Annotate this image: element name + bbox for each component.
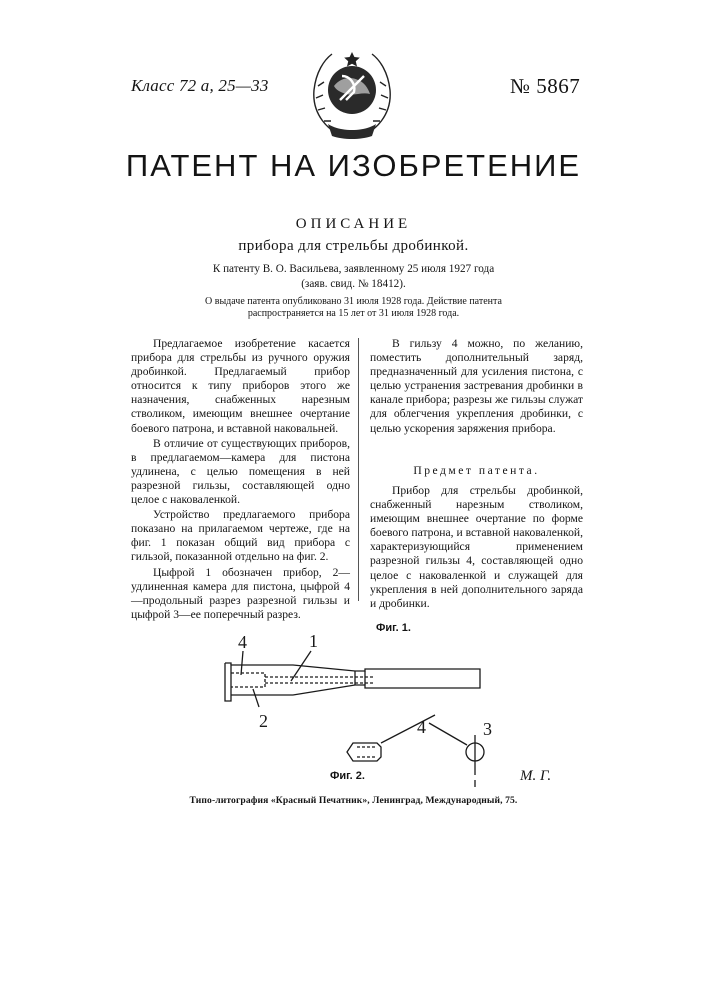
claim-heading: Предмет патента. xyxy=(413,464,540,477)
paragraph: В гильзу 4 можно, по желанию, поместить дополнительный заряд, предназначенный для усиления пистона, с целью устранения застревания дробинки в канале прибора; разрезы же гильзы служат для облегчения укрепления дробинки, с целью ускорения заряжения прибора. xyxy=(370,337,583,435)
invention-subject: прибора для стрельбы дробинкой. xyxy=(238,238,469,254)
publication-line-1: О выдаче патента опубликовано 31 июля 1928 года. Действие патента xyxy=(205,296,502,307)
paragraph: Прибор для стрельбы дробинкой, снабженный нарезным стволиком, имеющим внешнее очертание по форме боевого патрона, и вставной наковаленкой, характеризующийся применением разрезной гильзы 4, составляющей одно целое с наковаленкой и служащей для укрепления в ней дополнительного заряда и дробинки. xyxy=(370,484,583,610)
description-right-column xyxy=(370,337,583,436)
application-number-line: (заяв. свид. № 18412). xyxy=(301,278,406,290)
callout-label: 4 xyxy=(417,717,426,737)
callout-label: 1 xyxy=(309,631,318,651)
author-initials: М. Г. xyxy=(520,768,552,784)
callout-label: 3 xyxy=(483,719,492,739)
claim-text xyxy=(370,484,583,611)
publication-line-2: распространяется на 15 лет от 31 июля 1928 года. xyxy=(247,308,460,319)
ussr-emblem-icon xyxy=(306,46,398,142)
figure-2-label: Фиг. 2. xyxy=(330,770,365,782)
paragraph: В отличие от существующих приборов, в предлагаемом—камера для пистона удлинена, с целью помещения в ней разрезной гильзы, составляющей одно целое с наковаленкой. xyxy=(131,436,350,507)
patent-holder-line: К патенту В. О. Васильева, заявленному 25 июля 1927 года xyxy=(212,263,495,275)
patent-class: Класс 72 а, 25—33 xyxy=(131,76,269,95)
figure-1-label: Фиг. 1. xyxy=(376,622,411,634)
description-left-column xyxy=(131,337,350,622)
page-title: ПАТЕНТ НА ИЗОБРЕТЕНИЕ xyxy=(125,148,582,183)
section-heading: ОПИСАНИЕ xyxy=(295,216,412,232)
printer-imprint: Типо-литография «Красный Печатник», Ленинград, Международный, 75. xyxy=(189,795,518,806)
callout-label: 2 xyxy=(259,711,268,731)
callout-label: 4 xyxy=(238,632,247,652)
column-divider xyxy=(358,338,359,601)
paragraph: Предлагаемое изобретение касается прибора для стрельбы из ручного оружия дробинкой. Предлагаемый прибор относится к типу приборов этого же назначения, снабженных нарезным стволиком, имеющим внешнее очертание боевого патрона, и вставной наковальней. xyxy=(131,337,350,435)
paragraph: Цыфрой 1 обозначен прибор, 2—удлиненная камера для пистона, цыфрой 4—продольный разрез разрезной гильзы и цыфрой 3—ее поперечный разрез. xyxy=(131,565,350,621)
paragraph: Устройство предлагаемого прибора показано на прилагаемом чертеже, где на фиг. 1 показан общий вид прибора с гильзой, показанной отдельно на фиг. 2. xyxy=(131,508,350,564)
patent-number: № 5867 xyxy=(510,74,581,98)
technical-drawing xyxy=(205,615,505,790)
